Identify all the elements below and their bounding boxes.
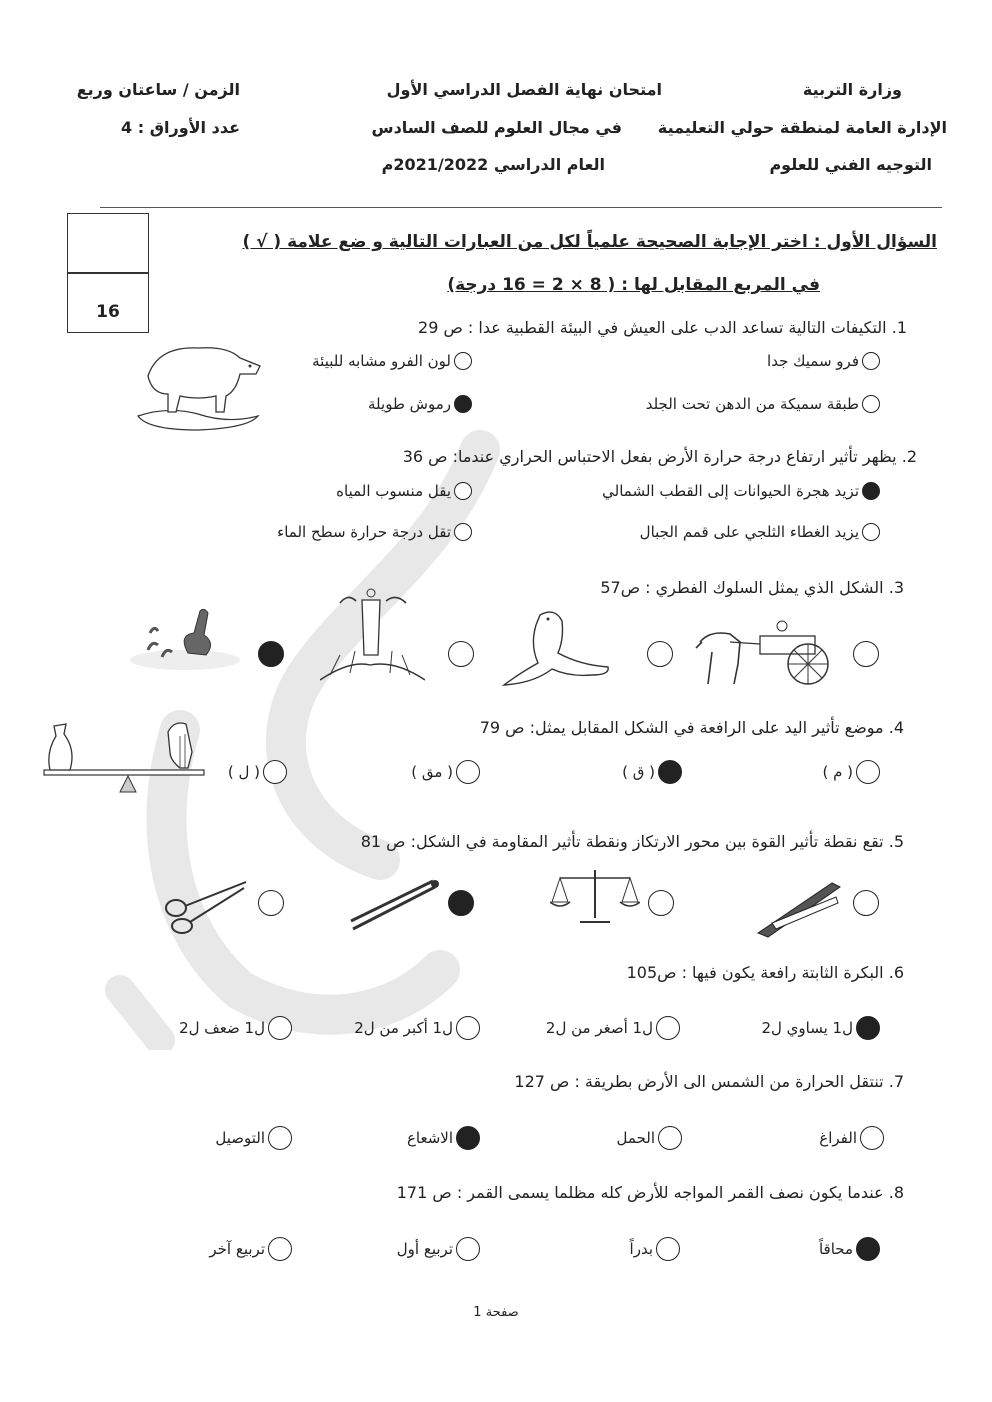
q5-option-1-radio[interactable] — [853, 890, 879, 916]
academic-year: العام الدراسي 2021/2022م — [381, 155, 605, 174]
score-box — [67, 213, 149, 333]
q3-option-2-radio[interactable] — [647, 641, 673, 667]
q5-option-4-radio[interactable] — [258, 890, 284, 916]
birds-nest-tree-image — [320, 585, 425, 690]
exam-title: امتحان نهاية الفصل الدراسي الأول — [386, 80, 662, 99]
q7-option-2[interactable]: الحمل — [617, 1126, 682, 1150]
page-count: عدد الأوراق : 4 — [121, 118, 240, 137]
scissors-image — [160, 876, 250, 936]
nutcracker-image — [752, 875, 847, 940]
question-5: 5. تقع نقطة تأثير القوة بين محور الارتكاز ونقطة تأثير المقاومة في الشكل: ص 81 — [360, 832, 904, 851]
radio-button[interactable] — [263, 760, 287, 784]
q8-option-3[interactable]: تربيع أول — [397, 1237, 480, 1261]
q4-option-4[interactable]: ( ل ) — [228, 760, 287, 784]
radio-button-selected[interactable] — [862, 482, 880, 500]
radio-button[interactable] — [268, 1016, 292, 1040]
q1-option-2[interactable]: لون الفرو مشابه للبيئة — [312, 352, 472, 370]
score-value: 16 — [96, 302, 120, 322]
duck-ducklings-image — [128, 605, 243, 675]
radio-button[interactable] — [454, 482, 472, 500]
radio-button[interactable] — [862, 352, 880, 370]
question-8: 8. عندما يكون نصف القمر المواجه للأرض كله مظلما يسمى القمر : ص 171 — [396, 1183, 904, 1202]
tongs-image — [345, 875, 440, 935]
q6-option-2[interactable]: ل1 أصغر من ل2 — [546, 1016, 680, 1040]
seal-image — [500, 605, 615, 690]
department-name: التوجيه الفني للعلوم — [769, 155, 932, 174]
radio-button-selected[interactable] — [454, 395, 472, 413]
district-name: الإدارة العامة لمنطقة حولي التعليمية — [657, 118, 947, 137]
radio-button-selected[interactable] — [658, 760, 682, 784]
radio-button[interactable] — [456, 760, 480, 784]
question-7: 7. تنتقل الحرارة من الشمس الى الأرض بطريقة : ص 127 — [514, 1072, 904, 1091]
q4-option-1[interactable]: ( م ) — [822, 760, 880, 784]
radio-button-selected[interactable] — [456, 1126, 480, 1150]
q7-option-3[interactable]: الاشعاع — [407, 1126, 480, 1150]
exam-subject: في مجال العلوم للصف السادس — [371, 118, 622, 137]
q2-option-1[interactable]: تزيد هجرة الحيوانات إلى القطب الشمالي — [602, 482, 880, 500]
balance-scale-image — [550, 862, 640, 927]
radio-button[interactable] — [656, 1016, 680, 1040]
question-4: 4. موضع تأثير اليد على الرافعة في الشكل المقابل يمثل: ص 79 — [479, 718, 904, 737]
q3-option-3-radio[interactable] — [448, 641, 474, 667]
q1-option-3[interactable]: طبقة سميكة من الدهن تحت الجلد — [646, 395, 880, 413]
q3-option-1-radio[interactable] — [853, 641, 879, 667]
radio-button[interactable] — [658, 1126, 682, 1150]
radio-button-selected[interactable] — [856, 1237, 880, 1261]
radio-button[interactable] — [862, 395, 880, 413]
radio-button[interactable] — [454, 523, 472, 541]
lever-diagram — [40, 712, 210, 797]
section-subtitle: في المربع المقابل لها : ( 8 × 2 = 16 درجة) — [447, 275, 820, 295]
q1-option-1[interactable]: فرو سميك جدا — [767, 352, 880, 370]
q4-option-3[interactable]: ( مق ) — [411, 760, 480, 784]
q7-option-1[interactable]: الفراغ — [819, 1126, 884, 1150]
radio-button[interactable] — [656, 1237, 680, 1261]
section-title: السؤال الأول : اختر الإجابة الصحيحة علمياً لكل من العبارات التالية و ضع علامة ( √ ) — [242, 232, 937, 252]
q6-option-4[interactable]: ل1 ضعف ل2 — [179, 1016, 292, 1040]
question-3: 3. الشكل الذي يمثل السلوك الفطري : ص57 — [600, 578, 904, 597]
radio-button[interactable] — [862, 523, 880, 541]
radio-button[interactable] — [268, 1126, 292, 1150]
radio-button[interactable] — [268, 1237, 292, 1261]
q2-option-2[interactable]: يقل منسوب المياه — [336, 482, 472, 500]
question-2: 2. يظهر تأثير ارتفاع درجة حرارة الأرض بفعل الاحتباس الحراري عندما: ص 36 — [402, 447, 917, 466]
q2-option-4[interactable]: تقل درجة حرارة سطح الماء — [277, 523, 472, 541]
q6-option-3[interactable]: ل1 أكبر من ل2 — [354, 1016, 480, 1040]
q5-option-2-radio[interactable] — [648, 890, 674, 916]
q4-option-2[interactable]: ( ق ) — [622, 760, 682, 784]
question-6: 6. البكرة الثابتة رافعة يكون فيها : ص105 — [626, 963, 904, 982]
ministry-name: وزارة التربية — [802, 80, 902, 99]
radio-button[interactable] — [860, 1126, 884, 1150]
radio-button[interactable] — [456, 1016, 480, 1040]
header-divider — [100, 207, 942, 208]
q2-option-3[interactable]: يزيد الغطاء الثلجي على قمم الجبال — [640, 523, 880, 541]
q3-option-4-radio-selected[interactable] — [258, 641, 284, 667]
radio-button[interactable] — [456, 1237, 480, 1261]
q6-option-1[interactable]: ل1 يساوي ل2 — [761, 1016, 880, 1040]
horse-cart-image — [690, 612, 835, 692]
q8-option-2[interactable]: بدراً — [630, 1237, 680, 1261]
radio-button[interactable] — [454, 352, 472, 370]
page-number: صفحة 1 — [473, 1305, 519, 1320]
polar-bear-image — [128, 336, 270, 434]
q7-option-4[interactable]: التوصيل — [215, 1126, 292, 1150]
question-1: 1. التكيفات التالية تساعد الدب على العيش في البيئة القطبية عدا : ص 29 — [418, 318, 907, 337]
q1-option-4[interactable]: رموش طويلة — [368, 395, 472, 413]
exam-duration: الزمن / ساعتان وربع — [76, 80, 240, 99]
radio-button[interactable] — [856, 760, 880, 784]
q5-option-3-radio-selected[interactable] — [448, 890, 474, 916]
q8-option-1[interactable]: محاقاً — [819, 1237, 880, 1261]
q8-option-4[interactable]: تربيع آخر — [209, 1237, 292, 1261]
radio-button-selected[interactable] — [856, 1016, 880, 1040]
